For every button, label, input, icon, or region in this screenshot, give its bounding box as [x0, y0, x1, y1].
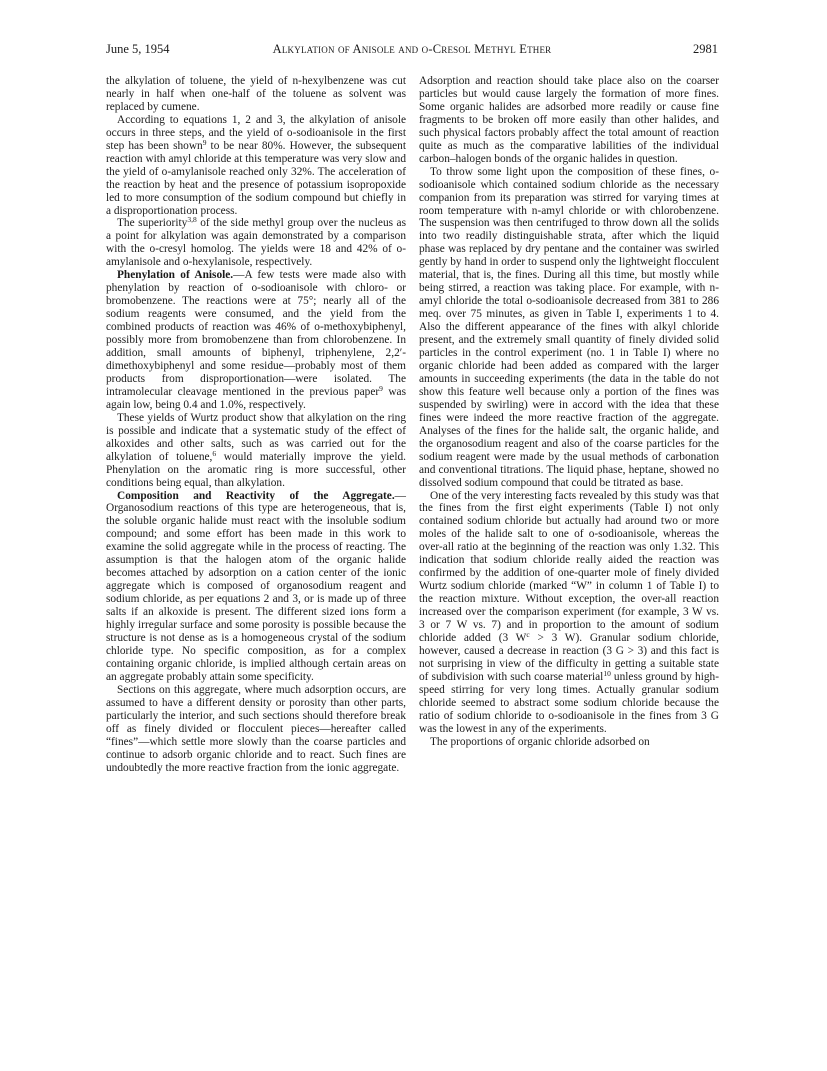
paragraph: Phenylation of Anisole.—A few tests were made also with phenylation by reaction of o-sodioanisole with chloro- or bromobenzene. The reactions were at 75°; nearly all of the sodium reagents were consumed, and the yield from the combined products of reaction was 46% of o-methoxybiphenyl, possibly more from bromobenzene than from chlorobenzene. In addition, small amounts of biphenyl, triphenylene, 2,2′-dimethoxybiphenyl and some residue—probably most of them products from disproportionation—were isolated. The intramolecular cleavage mentioned in the previous paper$^9$ was again low, being 0.4 and 1.0%, respectively.: [106, 269, 406, 411]
paragraph: The superiority$^{3,8}$ of the side methyl group over the nucleus as a point for alkylation was again demonstrated by a comparison with the o-cresyl homolog. The yields were 18 and 42% of o-amylanisole and o-hexylanisole, respectively.: [106, 215, 406, 269]
paragraph: the alkylation of toluene, the yield of n-hexylbenzene was cut nearly in half when one-half of the toluene as solvent was replaced by cumene.: [106, 75, 406, 113]
section-run-in-heading: Phenylation of Anisole.: [117, 269, 234, 282]
issue-date: June 5, 1954: [106, 42, 170, 56]
running-title: Alkylation of Anisole and o-Cresol Methyl Ether: [272, 42, 552, 56]
footnote-superscript: c: [526, 629, 530, 639]
paragraph: Adsorption and reaction should take place also on the coarser particles but would cause largely the formation of more fines. Some organic halides are adsorbed more readily or cause fine fragments to be broken off more easily than other halides, and such physical factors probably affect the total amount of reaction quite as much as the comparative labilities of the individual carbon–halogen bonds of the organic halides in question.: [419, 75, 719, 165]
right-column: [419, 75, 719, 749]
paragraph: One of the very interesting facts revealed by this study was that the fines from the first eight experiments (Table I) not only contained sodium chloride but actually had around two or more moles of the halide salt to one of o-sodioanisole, whereas the over-all ratio at the beginning of the reaction was only 1.32. This indication that sodium chloride really aided the reaction was confirmed by the addition of one-quarter mole of finely divided Wurtz sodium chloride (marked “W” in column 1 of Table I) to the reaction mixture. Without exception, the over-all reaction increased over the comparison experiment (for example, 3 W vs. 3 or 7 W vs. 7) and in proportion to the amount of sodium chloride added (3 $W^c > 3$ W). Granular sodium chloride, however, caused a decrease in reaction (3 G > 3) and this fact is not surprising in view of the difficulty in getting a suitable state of subdivision with such coarse material$^{10}$ unless ground by high-speed stirring for very long times. Actually granular sodium chloride seemed to abstract some sodium chloride because the ratio of sodium chloride to o-sodioanisole in the fines from 3 G was the lowest in any of the experiments.: [419, 489, 719, 735]
paragraph: The proportions of organic chloride adsorbed on: [430, 735, 650, 748]
reference-superscript: 9: [379, 383, 383, 393]
page-number: 2981: [693, 42, 718, 56]
paragraph: According to equations 1, 2 and 3, the alkylation of anisole occurs in three steps, and the yield of o-sodioanisole in the first step has been shown$^9$ to be near 80%. However, the subsequent reaction with amyl chloride at this temperature was very slow and the yield of o-amylanisole reached only 32%. The acceleration of the reaction by heat and the presence of potassium isopropoxide led to more consumption of the sodium compound but chiefly in a disproportionation process.: [106, 113, 406, 217]
reference-superscript: 9: [202, 137, 207, 147]
reference-superscript: 10: [603, 668, 611, 678]
section-run-in-heading: Composition and Reactivity of the Aggregate.: [117, 489, 395, 502]
reference-superscript: 6: [212, 448, 217, 458]
page-header: [106, 40, 718, 58]
paragraph: Composition and Reactivity of the Aggregate.—Organosodium reactions of this type are heterogeneous, that is, the soluble organic halide must react with the insoluble sodium compound; and some effort has been made in this work to examine the solid aggregate while in the process of reacting. The assumption is that the halogen atom of the organic halide becomes attached by adsorption on a cation center of the ionic aggregate which is composed of organosodium reagent and sodium chloride, as per equations 2 and 3, or is made up of three salts if an alkoxide is present. The different sized ions form a highly irregular surface and some porosity is possible because the structure is not dense as is a homogeneous crystal of the sodium chloride type. No specific composition, as for a complex containing organic chloride, is implied although certain areas on an aggregate probably attain some specificity.: [106, 489, 406, 683]
paragraph: Sections on this aggregate, where much adsorption occurs, are assumed to have a different density or porosity than other parts, particularly the interior, and such sections should therefore break off as finely divided or flocculent pieces—hereafter called “fines”—which settle more slowly than the coarse particles and continue to adsorb organic chloride and to react. Such fines are undoubtedly the more reactive fraction from the ionic aggregate.: [106, 683, 406, 774]
paragraph: These yields of Wurtz product show that alkylation on the ring is possible and indicate that a systematic study of the effect of alkoxides and other salts, such as was carried out for the alkylation of toluene,$^6$ would materially improve the yield. Phenylation on the aromatic ring is more successful, other conditions being equal, than alkylation.: [106, 411, 407, 489]
paragraph: To throw some light upon the composition of these fines, o-sodioanisole which contained sodium chloride as the necessary companion from its preparation was stirred for varying times at room temperature with n-amyl chloride or with chlorobenzene. The suspension was then centrifuged to throw down all the solids into two readily distinguishable strata, after which the liquid phase was replaced by dry pentane and the container was swirled gently by hand in order to suspend only the lightweight flocculent material, that is, the fines. During all this time, but mostly while being stirred, a reaction was taking place. For example, with n-amyl chloride the total o-sodioanisole decreased from 381 to 286 meq. over 75 minutes, as given in Table I, experiments 1 to 4. Also the different appearance of the fines with alkyl chloride present, and the extremely small quantity of finely divided solid particles in the control experiment (no. 1 in Table I) where no organic chloride had been added as compared with the larger amounts in succeeding experiments (the data in the table do not show this feature well because only a portion of the fines was suspended by swirling) were in accord with the idea that these fines were indeed the more reactive fraction of the aggregate. Analyses of the fines for the halide salt, the organic halide, and the organosodium reagent and also of the coarse particles for the sodium reagent were made by the usual methods of carbonation and conventional titrations. The liquid phase, heptane, showed no dissolved sodium compound that could be titrated as base.: [419, 165, 719, 489]
reference-superscript: 3,8: [187, 215, 197, 225]
left-column: [106, 75, 406, 774]
